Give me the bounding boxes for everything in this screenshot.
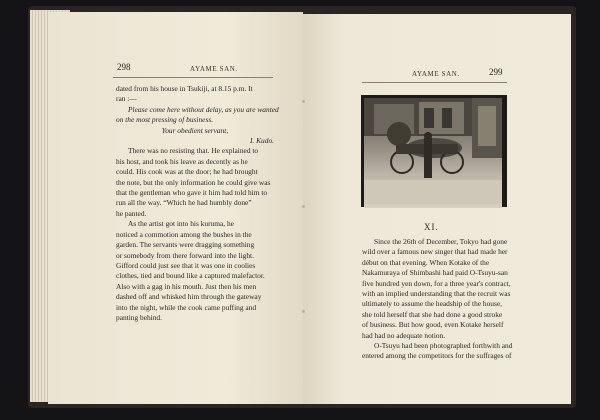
- text-line: Since the 26th of December, Tokyo had gone: [374, 237, 508, 246]
- text-line: the note, but the only information he could give was: [116, 177, 271, 187]
- text-line: could. His cook was at the door; he had brought: [116, 167, 258, 177]
- rickshaw-scene-illustration: [364, 98, 502, 204]
- text-line: or somebody from there forward into the light.: [116, 250, 254, 260]
- text-line: ran :—: [116, 94, 137, 104]
- text-line: Gifford could just see that it was one in coolies: [116, 260, 256, 270]
- text-line: début on that evening. When Kotake of the: [362, 257, 490, 267]
- right-page-text: [362, 237, 513, 362]
- text-line: with an implied understanding that the recruit was: [362, 289, 511, 299]
- binding-stitch: [302, 310, 305, 313]
- binding-stitch: [302, 100, 305, 103]
- chapter-heading: XI.: [424, 222, 439, 232]
- photograph-plate: [361, 95, 507, 207]
- text-line: dashed off and whisked him through the gateway: [116, 292, 262, 302]
- text-line: ultimately to assume the headship of the house,: [362, 299, 502, 309]
- text-line: garden. The servants were dragging something: [116, 240, 255, 250]
- right-header-rule: [362, 82, 507, 83]
- text-line: had had no adequate notion.: [362, 330, 446, 340]
- text-line: Also with a gag in his mouth. Just then his men: [116, 281, 257, 291]
- street-scene-photo: [364, 98, 502, 208]
- text-line: noticed a commotion among the bushes in the: [116, 229, 252, 239]
- left-page-number: 298: [117, 62, 131, 72]
- text-line: There was no resisting that. He explained to: [128, 146, 259, 156]
- text-line: into the night, while the cook came puffing and: [116, 302, 257, 312]
- left-page-text: [116, 84, 279, 323]
- left-header-rule: [113, 77, 273, 78]
- text-line: entered among the competitors for the suffrages of: [362, 351, 512, 361]
- text-line: run all the way. “Which he had humbly done”: [116, 198, 252, 208]
- text-line: I. Kudo.: [249, 136, 274, 146]
- text-line: she told herself that she had done a good stroke: [362, 309, 503, 319]
- text-line: on the most pressing of business.: [116, 115, 214, 125]
- text-line: five hundred yen down, for a three year's contract,: [362, 278, 511, 288]
- left-running-head: AYAME SAN.: [190, 65, 238, 73]
- text-line: his host, and took his leave as decently as he: [116, 156, 248, 166]
- text-line: clothes, tied and bound like a captured malefactor.: [116, 271, 265, 281]
- text-line: wild over a famous new singer that had made her: [362, 247, 508, 257]
- text-line: of business. But how good, even Kotake herself: [362, 320, 504, 330]
- text-line: panting behind.: [116, 312, 162, 322]
- binding-stitch: [302, 205, 305, 208]
- text-line: Nakamuraya of Shimbashi had paid O-Tsuyu-san: [362, 268, 508, 278]
- text-line: that the gentleman who gave it him had told him to: [116, 188, 268, 198]
- text-line: Your obedient servant,: [161, 125, 229, 135]
- text-line: As the artist got into his kuruma, he: [128, 219, 234, 229]
- text-line: O-Tsuyu had been photographed forthwith and: [374, 341, 513, 351]
- right-running-head: AYAME SAN.: [412, 70, 460, 78]
- text-line: dated from his house in Tsukiji, at 8.15 p.m. It: [116, 84, 253, 93]
- right-page-number: 299: [489, 67, 503, 77]
- text-line: he panted.: [116, 208, 147, 218]
- text-line: Please come here without delay, as you are wanted: [128, 104, 279, 114]
